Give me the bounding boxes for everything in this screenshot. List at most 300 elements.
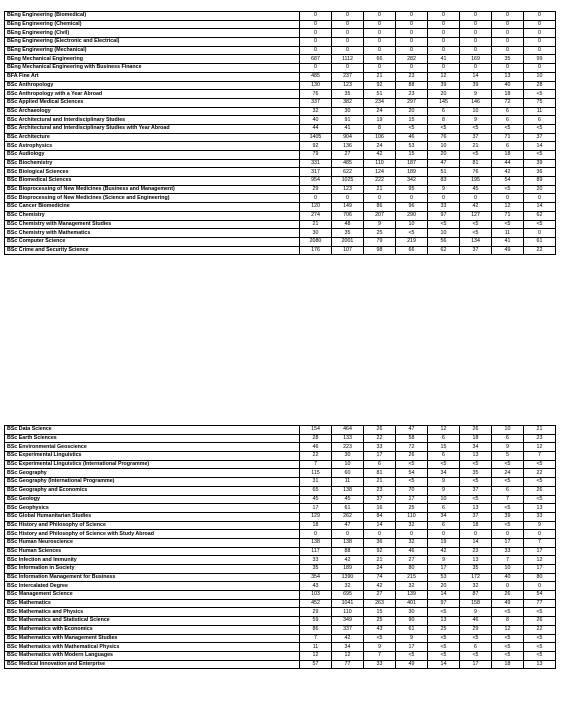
value-cell: 33	[524, 512, 556, 521]
value-cell: 21	[460, 142, 492, 151]
value-cell: 136	[332, 142, 364, 151]
value-cell: 0	[524, 38, 556, 47]
value-cell: 65	[300, 486, 332, 495]
value-cell: 40	[492, 81, 524, 90]
value-cell: 0	[428, 38, 460, 47]
value-cell: <5	[492, 651, 524, 660]
value-cell: 0	[524, 194, 556, 203]
value-cell: 169	[460, 55, 492, 64]
value-cell: 274	[300, 211, 332, 220]
table-row	[5, 660, 556, 669]
value-cell: <5	[460, 220, 492, 229]
value-cell: 80	[524, 573, 556, 582]
value-cell: 9	[428, 185, 460, 194]
value-cell: 7	[300, 460, 332, 469]
value-cell: 42	[364, 582, 396, 591]
value-cell: 39	[460, 81, 492, 90]
value-cell: 6	[460, 643, 492, 652]
value-cell: 25	[364, 229, 396, 238]
programme-name-cell: BSc Biomedical Sciences	[5, 177, 300, 186]
value-cell: 6	[492, 116, 524, 125]
value-cell: 622	[332, 168, 364, 177]
value-cell: 23	[396, 90, 428, 99]
table-row	[5, 90, 556, 99]
value-cell: 129	[300, 512, 332, 521]
value-cell: 7	[300, 634, 332, 643]
value-cell: 32	[300, 107, 332, 116]
value-cell: 76	[300, 90, 332, 99]
value-cell: 138	[332, 538, 364, 547]
table-row	[5, 617, 556, 626]
value-cell: 47	[428, 159, 460, 168]
value-cell: 1041	[332, 599, 364, 608]
value-cell: 187	[396, 159, 428, 168]
value-cell: 21	[524, 426, 556, 435]
value-cell: 6	[364, 460, 396, 469]
value-cell: 42	[492, 168, 524, 177]
value-cell: 31	[300, 478, 332, 487]
table-row	[5, 547, 556, 556]
value-cell: 30	[396, 608, 428, 617]
table-row	[5, 46, 556, 55]
value-cell: 49	[492, 599, 524, 608]
value-cell: 47	[332, 521, 364, 530]
value-cell: 154	[300, 426, 332, 435]
programme-name-cell: BSc Biochemistry	[5, 159, 300, 168]
table-row	[5, 229, 556, 238]
value-cell: 223	[332, 443, 364, 452]
value-cell: 485	[332, 159, 364, 168]
value-cell: 71	[492, 133, 524, 142]
value-cell: 0	[332, 194, 364, 203]
value-cell: 17	[428, 565, 460, 574]
value-cell: 0	[300, 530, 332, 539]
value-cell: 0	[492, 46, 524, 55]
value-cell: 11	[492, 229, 524, 238]
value-cell: <5	[396, 124, 428, 133]
value-cell: 7	[364, 651, 396, 660]
value-cell: 22	[524, 246, 556, 255]
value-cell: 79	[364, 237, 396, 246]
value-cell: 39	[524, 159, 556, 168]
value-cell: 17	[396, 643, 428, 652]
value-cell: 10	[460, 107, 492, 116]
programme-name-cell: BEng Engineering (Civil)	[5, 29, 300, 38]
value-cell: 18	[460, 434, 492, 443]
value-cell: 27	[332, 151, 364, 160]
value-cell: 349	[332, 617, 364, 626]
value-cell: 32	[396, 521, 428, 530]
value-cell: 35	[492, 55, 524, 64]
programme-name-cell: BSc Management Science	[5, 591, 300, 600]
table-row	[5, 573, 556, 582]
value-cell: 16	[364, 504, 396, 513]
table-row	[5, 12, 556, 21]
value-cell: 86	[364, 203, 396, 212]
value-cell: 222	[364, 177, 396, 186]
value-cell: 36	[364, 538, 396, 547]
value-cell: <5	[524, 124, 556, 133]
value-cell: 6	[428, 452, 460, 461]
value-cell: 18	[300, 521, 332, 530]
value-cell: 138	[300, 538, 332, 547]
programme-name-cell: BSc Archaeology	[5, 107, 300, 116]
value-cell: <5	[492, 220, 524, 229]
table-row	[5, 530, 556, 539]
value-cell: 687	[300, 55, 332, 64]
value-cell: 10	[428, 229, 460, 238]
programme-name-cell: BSc Infection and Immunity	[5, 556, 300, 565]
value-cell: <5	[492, 460, 524, 469]
value-cell: 35	[332, 90, 364, 99]
programme-name-cell: BSc Chemistry with Mathematics	[5, 229, 300, 238]
value-cell: <5	[396, 229, 428, 238]
programme-name-cell: BFA Fine Art	[5, 72, 300, 81]
value-cell: 27	[364, 591, 396, 600]
value-cell: 10	[492, 565, 524, 574]
value-cell: 83	[428, 177, 460, 186]
value-cell: 207	[364, 211, 396, 220]
value-cell: <5	[492, 608, 524, 617]
programme-name-cell: BSc Anthropology	[5, 81, 300, 90]
value-cell: <5	[428, 124, 460, 133]
value-cell: 45	[300, 495, 332, 504]
value-cell: 17	[300, 504, 332, 513]
programme-name-cell: BSc Applied Medical Sciences	[5, 98, 300, 107]
value-cell: 382	[332, 98, 364, 107]
value-cell: 464	[332, 426, 364, 435]
table-row	[5, 504, 556, 513]
value-cell: 10	[428, 495, 460, 504]
value-cell: 28	[524, 81, 556, 90]
value-cell: 12	[300, 651, 332, 660]
value-cell: 2001	[332, 237, 364, 246]
value-cell: 234	[364, 98, 396, 107]
value-cell: 42	[428, 547, 460, 556]
value-cell: 0	[428, 12, 460, 21]
value-cell: <5	[396, 478, 428, 487]
value-cell: 20	[428, 151, 460, 160]
value-cell: 0	[460, 194, 492, 203]
programme-name-cell: BSc Global Humanitarian Studies	[5, 512, 300, 521]
value-cell: 56	[428, 237, 460, 246]
value-cell: <5	[460, 151, 492, 160]
programme-name-cell: BSc Anthropology with a Year Abroad	[5, 90, 300, 99]
value-cell: 21	[364, 185, 396, 194]
value-cell: 0	[364, 29, 396, 38]
value-cell: 0	[492, 38, 524, 47]
admissions-table-1	[4, 11, 556, 255]
value-cell: 14	[460, 538, 492, 547]
value-cell: <5	[492, 504, 524, 513]
value-cell: 22	[524, 469, 556, 478]
value-cell: <5	[460, 229, 492, 238]
value-cell: 149	[332, 203, 364, 212]
value-cell: 485	[300, 72, 332, 81]
value-cell: 42	[332, 556, 364, 565]
value-cell: 53	[396, 142, 428, 151]
value-cell: 34	[332, 643, 364, 652]
value-cell: 0	[460, 38, 492, 47]
value-cell: <5	[492, 478, 524, 487]
value-cell: 123	[332, 185, 364, 194]
value-cell: 24	[364, 142, 396, 151]
table-row	[5, 246, 556, 255]
value-cell: 0	[492, 582, 524, 591]
value-cell: <5	[428, 643, 460, 652]
value-cell: 17	[460, 660, 492, 669]
table-row	[5, 608, 556, 617]
value-cell: 452	[300, 599, 332, 608]
table-row	[5, 151, 556, 160]
table-row	[5, 521, 556, 530]
value-cell: 133	[332, 434, 364, 443]
value-cell: 0	[332, 20, 364, 29]
value-cell: <5	[460, 478, 492, 487]
value-cell: 35	[332, 229, 364, 238]
programme-name-cell: BEng Engineering (Mechanical)	[5, 46, 300, 55]
value-cell: <5	[396, 460, 428, 469]
value-cell: 237	[332, 72, 364, 81]
value-cell: 12	[524, 556, 556, 565]
programme-name-cell: BEng Engineering (Biomedical)	[5, 12, 300, 21]
table-row	[5, 124, 556, 133]
value-cell: 95	[396, 185, 428, 194]
value-cell: 0	[492, 194, 524, 203]
value-cell: 92	[300, 142, 332, 151]
value-cell: 37	[460, 512, 492, 521]
value-cell: 54	[396, 469, 428, 478]
value-cell: 21	[300, 220, 332, 229]
value-cell: 0	[524, 582, 556, 591]
value-cell: <5	[492, 521, 524, 530]
value-cell: 25	[396, 504, 428, 513]
programme-name-cell: BSc Crime and Security Science	[5, 246, 300, 255]
value-cell: 11	[300, 643, 332, 652]
value-cell: 695	[332, 591, 364, 600]
table-row	[5, 81, 556, 90]
value-cell: 0	[364, 38, 396, 47]
value-cell: 37	[460, 133, 492, 142]
value-cell: 26	[524, 486, 556, 495]
value-cell: 97	[428, 211, 460, 220]
value-cell: 9	[364, 643, 396, 652]
value-cell: 317	[300, 168, 332, 177]
value-cell: 13	[492, 72, 524, 81]
programme-name-cell: BEng Engineering (Chemical)	[5, 20, 300, 29]
table-row	[5, 185, 556, 194]
value-cell: 1405	[300, 133, 332, 142]
value-cell: 7	[524, 452, 556, 461]
value-cell: 706	[332, 211, 364, 220]
value-cell: 17	[524, 547, 556, 556]
programme-name-cell: BSc Mathematics with Modern Languages	[5, 651, 300, 660]
table-row	[5, 211, 556, 220]
value-cell: 8	[364, 124, 396, 133]
programme-name-cell: BSc Bioprocessing of New Medicines (Science and Engineering)	[5, 194, 300, 203]
value-cell: 0	[428, 29, 460, 38]
value-cell: <5	[396, 651, 428, 660]
table-row	[5, 159, 556, 168]
value-cell: 0	[492, 29, 524, 38]
table-row	[5, 107, 556, 116]
table-row	[5, 434, 556, 443]
value-cell: 29	[460, 625, 492, 634]
value-cell: 0	[396, 194, 428, 203]
value-cell: 401	[396, 599, 428, 608]
value-cell: 30	[332, 452, 364, 461]
value-cell: 62	[428, 246, 460, 255]
value-cell: 46	[396, 133, 428, 142]
value-cell: 6	[492, 107, 524, 116]
value-cell: 0	[364, 46, 396, 55]
value-cell: 342	[396, 177, 428, 186]
value-cell: 77	[524, 599, 556, 608]
table-row	[5, 625, 556, 634]
table-row	[5, 168, 556, 177]
programme-name-cell: BSc Architectural and Interdisciplinary Studies with Year Abroad	[5, 124, 300, 133]
value-cell: 22	[524, 625, 556, 634]
value-cell: 89	[524, 177, 556, 186]
value-cell: <5	[364, 634, 396, 643]
value-cell: 14	[428, 660, 460, 669]
programme-name-cell: BSc Chemistry	[5, 211, 300, 220]
value-cell: 32	[396, 582, 428, 591]
table-row	[5, 452, 556, 461]
programme-name-cell: BSc Experimental Linguistics (International Programme)	[5, 460, 300, 469]
value-cell: <5	[524, 220, 556, 229]
programme-name-cell: BSc Geology	[5, 495, 300, 504]
value-cell: <5	[428, 460, 460, 469]
value-cell: 6	[428, 434, 460, 443]
value-cell: 28	[300, 434, 332, 443]
programme-name-cell: BSc Bioprocessing of New Medicines (Business and Management)	[5, 185, 300, 194]
table-row	[5, 133, 556, 142]
value-cell: 0	[332, 530, 364, 539]
value-cell: 32	[460, 582, 492, 591]
table-row	[5, 556, 556, 565]
value-cell: 10	[428, 142, 460, 151]
table-row	[5, 512, 556, 521]
value-cell: 48	[332, 220, 364, 229]
value-cell: 110	[332, 608, 364, 617]
value-cell: 9	[460, 608, 492, 617]
value-cell: <5	[492, 124, 524, 133]
value-cell: 103	[300, 591, 332, 600]
value-cell: <5	[524, 495, 556, 504]
value-cell: <5	[492, 643, 524, 652]
value-cell: 0	[524, 12, 556, 21]
value-cell: 97	[428, 599, 460, 608]
programme-name-cell: BSc Geography and Economics	[5, 486, 300, 495]
value-cell: 0	[300, 38, 332, 47]
value-cell: 139	[396, 591, 428, 600]
value-cell: 51	[364, 90, 396, 99]
value-cell: 13	[460, 452, 492, 461]
value-cell: <5	[524, 608, 556, 617]
value-cell: 20	[396, 107, 428, 116]
programme-name-cell: BSc Computer Science	[5, 237, 300, 246]
value-cell: 26	[492, 591, 524, 600]
value-cell: 33	[364, 443, 396, 452]
value-cell: 0	[524, 530, 556, 539]
programme-name-cell: BSc Geography (International Programme)	[5, 478, 300, 487]
table-row	[5, 220, 556, 229]
programme-name-cell: BSc Earth Sciences	[5, 434, 300, 443]
table-row	[5, 142, 556, 151]
value-cell: 0	[524, 29, 556, 38]
value-cell: 72	[492, 98, 524, 107]
value-cell: 44	[492, 159, 524, 168]
value-cell: 282	[396, 55, 428, 64]
value-cell: 54	[524, 591, 556, 600]
value-cell: 954	[300, 177, 332, 186]
value-cell: 81	[364, 469, 396, 478]
value-cell: 0	[364, 64, 396, 73]
programme-name-cell: BSc Geography	[5, 469, 300, 478]
value-cell: 107	[332, 246, 364, 255]
value-cell: 18	[460, 521, 492, 530]
value-cell: 29	[300, 608, 332, 617]
value-cell: 40	[300, 116, 332, 125]
value-cell: 34	[428, 469, 460, 478]
value-cell: 1390	[332, 573, 364, 582]
table-row	[5, 460, 556, 469]
value-cell: 9	[428, 556, 460, 565]
table-row	[5, 177, 556, 186]
value-cell: 0	[492, 20, 524, 29]
value-cell: 904	[332, 133, 364, 142]
value-cell: 337	[300, 98, 332, 107]
value-cell: 15	[428, 443, 460, 452]
value-cell: 11	[332, 478, 364, 487]
programme-name-cell: BSc Human Sciences	[5, 547, 300, 556]
value-cell: 0	[396, 20, 428, 29]
table-row	[5, 469, 556, 478]
value-cell: <5	[524, 478, 556, 487]
value-cell: 66	[396, 246, 428, 255]
value-cell: 13	[524, 504, 556, 513]
table-row	[5, 72, 556, 81]
programme-name-cell: BSc Astrophysics	[5, 142, 300, 151]
value-cell: 13	[460, 556, 492, 565]
value-cell: 0	[524, 20, 556, 29]
value-cell: 158	[460, 599, 492, 608]
programme-name-cell: BEng Mechanical Engineering	[5, 55, 300, 64]
value-cell: 195	[460, 177, 492, 186]
value-cell: 0	[428, 64, 460, 73]
value-cell: 26	[396, 452, 428, 461]
value-cell: 26	[364, 426, 396, 435]
value-cell: 0	[524, 64, 556, 73]
value-cell: 0	[428, 530, 460, 539]
value-cell: 0	[300, 64, 332, 73]
value-cell: 9	[460, 116, 492, 125]
value-cell: 12	[332, 651, 364, 660]
value-cell: 81	[460, 159, 492, 168]
value-cell: 0	[524, 229, 556, 238]
value-cell: 47	[396, 426, 428, 435]
value-cell: 0	[300, 20, 332, 29]
value-cell: 59	[300, 617, 332, 626]
programme-name-cell: BSc Experimental Linguistics	[5, 452, 300, 461]
value-cell: 106	[364, 133, 396, 142]
value-cell: 37	[364, 495, 396, 504]
value-cell: 42	[364, 151, 396, 160]
table-row	[5, 194, 556, 203]
table-row	[5, 64, 556, 73]
table-row	[5, 98, 556, 107]
